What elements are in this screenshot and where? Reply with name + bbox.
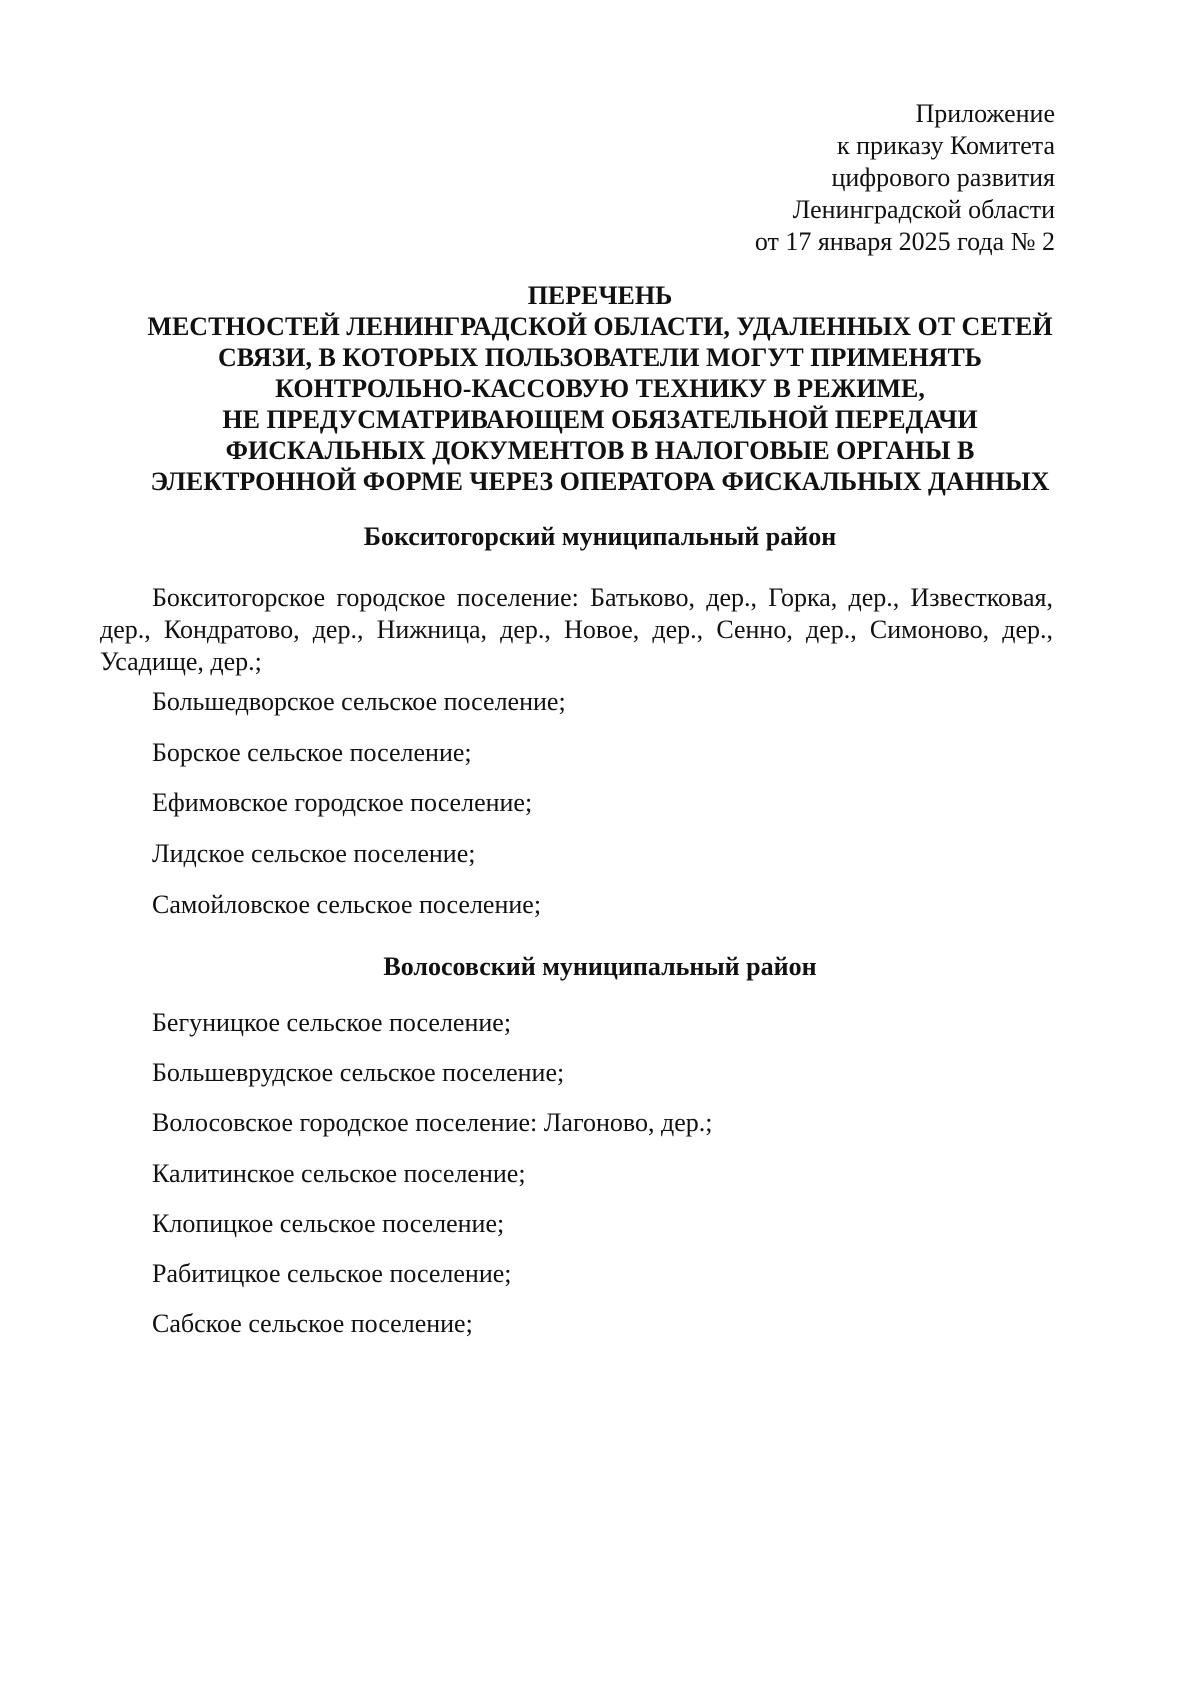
title-line: НЕ ПРЕДУСМАТРИВАЮЩЕМ ОБЯЗАТЕЛЬНОЙ ПЕРЕДАЧИ	[222, 405, 978, 434]
district-heading: Бокситогорский муниципальный район	[363, 522, 837, 551]
settlement-item: Бегуницкое сельское поселение;	[152, 1008, 512, 1037]
title-line: СВЯЗИ, В КОТОРЫХ ПОЛЬЗОВАТЕЛИ МОГУТ ПРИМЕНЯТЬ	[217, 343, 982, 372]
approval-line: Ленинградской области	[792, 195, 1055, 224]
settlement-item: Борское сельское поселение;	[152, 738, 472, 767]
settlement-paragraph: Бокситогорское городское поселение: Батьково, дер., Горка, дер., Известковая, дер., Кондратово, дер., Нижница, дер., Новое, дер., Сенно, дер., Симоново, дер., Усадище, дер.;	[100, 583, 1053, 676]
approval-line: к приказу Комитета	[836, 131, 1055, 160]
settlement-item: Самойловское сельское поселение;	[152, 890, 542, 919]
settlement-item: Сабское сельское поселение;	[152, 1309, 473, 1338]
settlement-item: Клопицкое сельское поселение;	[152, 1209, 505, 1238]
settlement-item: Большеврудское сельское поселение;	[152, 1058, 565, 1087]
title-line: КОНТРОЛЬНО-КАССОВУЮ ТЕХНИКУ В РЕЖИМЕ,	[275, 374, 925, 403]
settlement-item: Рабитицкое сельское поселение;	[152, 1259, 512, 1288]
settlement-item: Калитинское сельское поселение;	[152, 1159, 526, 1188]
title-line: ФИСКАЛЬНЫХ ДОКУМЕНТОВ В НАЛОГОВЫЕ ОРГАНЫ В	[225, 436, 975, 465]
approval-line: от 17 января 2025 года № 2	[754, 227, 1055, 256]
settlement-item: Большедворское сельское поселение;	[152, 687, 566, 716]
approval-line: Приложение	[915, 99, 1055, 128]
title-line: ЭЛЕКТРОННОЙ ФОРМЕ ЧЕРЕЗ ОПЕРАТОРА ФИСКАЛЬНЫХ ДАННЫХ	[150, 467, 1050, 496]
title-line: МЕСТНОСТЕЙ ЛЕНИНГРАДСКОЙ ОБЛАСТИ, УДАЛЕННЫХ ОТ СЕТЕЙ	[147, 312, 1053, 341]
approval-block	[635, 98, 1055, 258]
settlement-item: Лидское сельское поселение;	[152, 839, 476, 868]
approval-line: цифрового развития	[831, 163, 1055, 192]
document-title	[100, 280, 1100, 497]
settlement-item: Ефимовское городское поселение;	[152, 788, 533, 817]
district-heading: Волосовский муниципальный район	[383, 952, 817, 981]
title-line: ПЕРЕЧЕНЬ	[527, 281, 673, 310]
settlement-item: Волосовское городское поселение: Лагоново, дер.;	[152, 1108, 713, 1137]
